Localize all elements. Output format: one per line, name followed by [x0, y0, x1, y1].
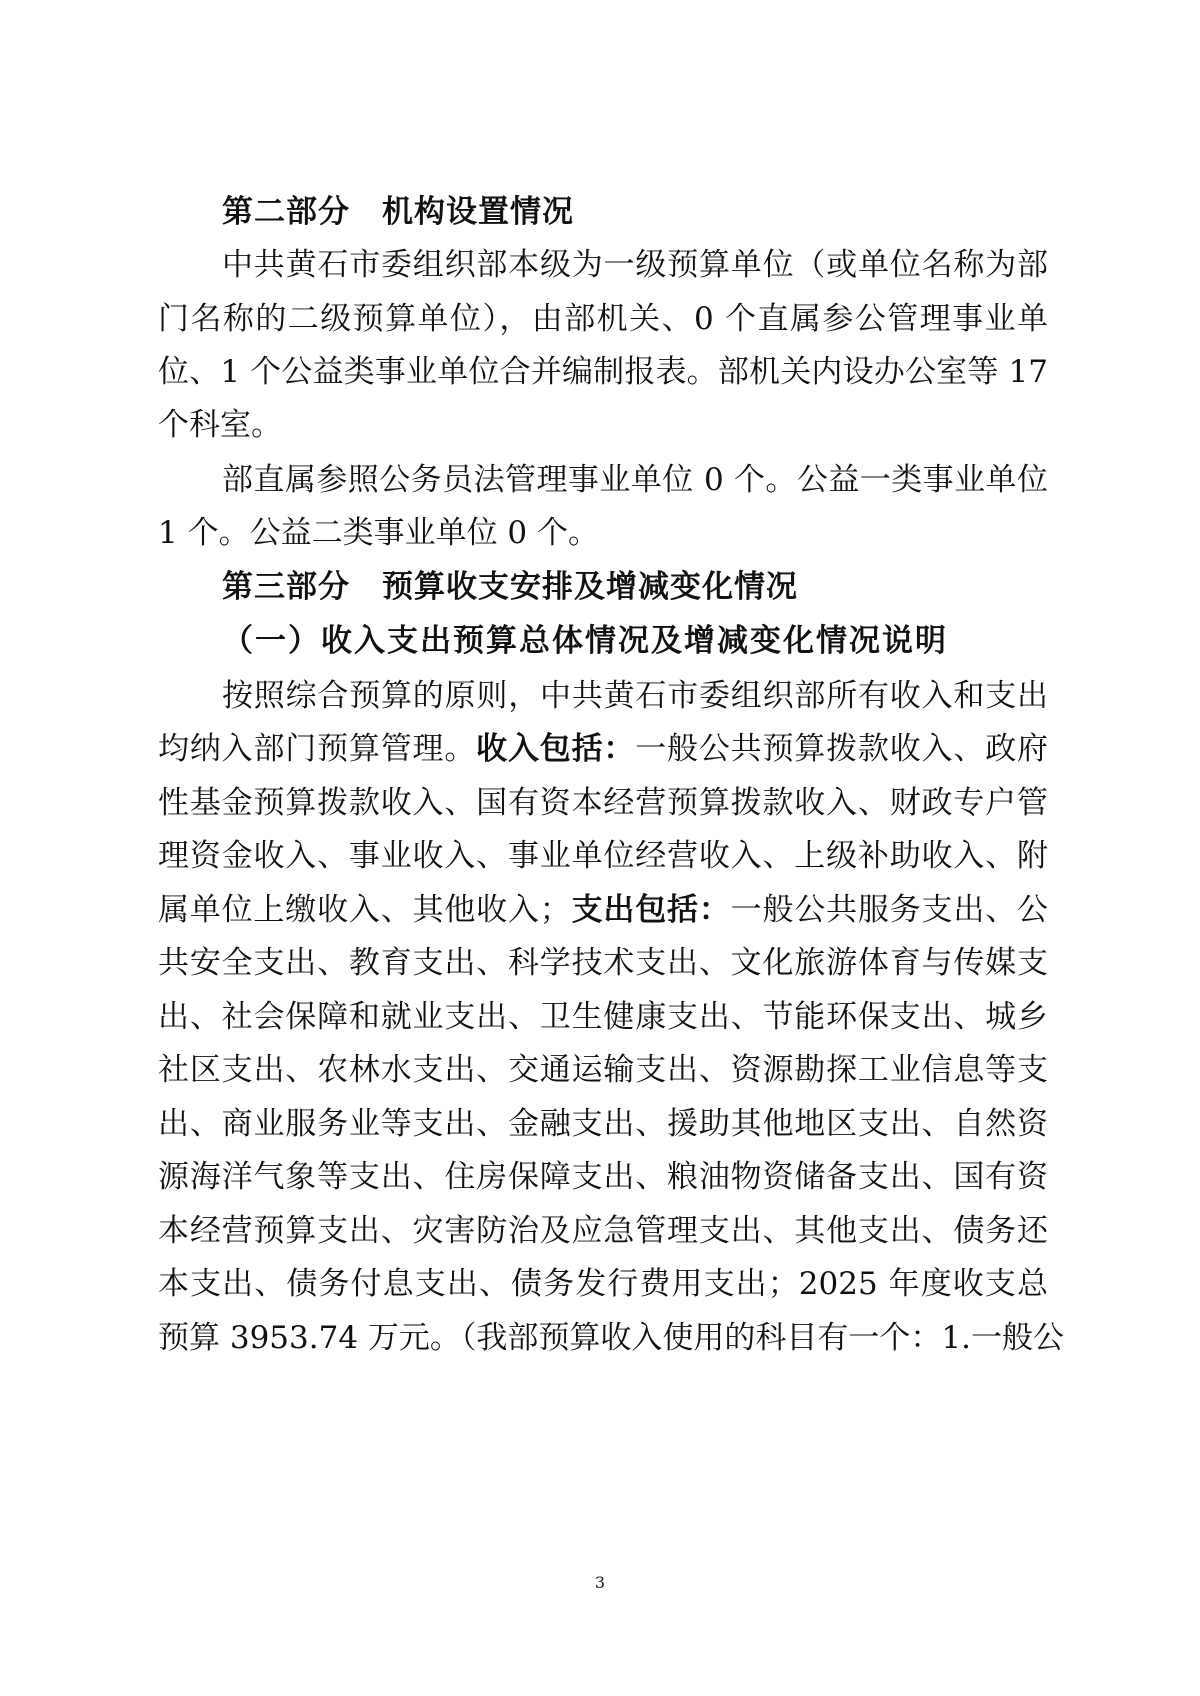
paragraph-line: 性基金预算拨款收入、国有资本经营预算拨款收入、财政专户管 — [158, 785, 1048, 821]
section-heading-part2: 第二部分 机构设置情况 — [222, 194, 574, 230]
subsection-heading: （一）收入支出预算总体情况及增减变化情况说明 — [222, 623, 948, 659]
paragraph-line — [158, 729, 1048, 769]
page-number: 3 — [594, 1573, 606, 1592]
paragraph-line: 出、社会保障和就业支出、卫生健康支出、节能环保支出、城乡 — [158, 999, 1048, 1035]
text-run: 均纳入部门预算管理。 — [158, 731, 477, 767]
paragraph-line: 部直属参照公务员法管理事业单位 0 个。公益一类事业单位 — [222, 462, 1048, 498]
paragraph-line: 按照综合预算的原则，中共黄石市委组织部所有收入和支出 — [222, 678, 1048, 714]
paragraph-line — [158, 890, 1048, 930]
paragraph-line: 理资金收入、事业收入、事业单位经营收入、上级补助收入、附 — [158, 838, 1048, 874]
paragraph-line: 共安全支出、教育支出、科学技术支出、文化旅游体育与传媒支 — [158, 945, 1048, 981]
paragraph-line: 个科室。 — [158, 407, 282, 443]
text-run: 属单位上缴收入、其他收入； — [158, 892, 571, 928]
paragraph-line: 本经营预算支出、灾害防治及应急管理支出、其他支出、债务还 — [158, 1213, 1048, 1249]
paragraph-line: 社区支出、农林水支出、交通运输支出、资源勘探工业信息等支 — [158, 1052, 1048, 1088]
paragraph-line: 1 个。公益二类事业单位 0 个。 — [158, 515, 600, 551]
bold-label-income: 收入包括： — [476, 731, 636, 767]
paragraph-line: 位、1 个公益类事业单位合并编制报表。部机关内设办公室等 17 — [158, 354, 1048, 390]
paragraph-line: 中共黄石市委组织部本级为一级预算单位（或单位名称为部 — [222, 247, 1048, 283]
bold-label-expense: 支出包括： — [570, 892, 731, 928]
section-heading-part3: 第三部分 预算收支安排及增减变化情况 — [222, 569, 798, 605]
paragraph-line: 门名称的二级预算单位），由部机关、0 个直属参公管理事业单 — [158, 301, 1048, 337]
paragraph-line: 源海洋气象等支出、住房保障支出、粮油物资储备支出、国有资 — [158, 1159, 1048, 1195]
paragraph-line: 出、商业服务业等支出、金融支出、援助其他地区支出、自然资 — [158, 1106, 1048, 1142]
paragraph-line: 预算 3953.74 万元。（我部预算收入使用的科目有一个：1.一般公 — [158, 1320, 1064, 1356]
text-run: 一般公共预算拨款收入、政府 — [635, 731, 1049, 767]
text-run: 一般公共服务支出、公 — [730, 892, 1049, 928]
paragraph-line: 本支出、债务付息支出、债务发行费用支出；2025 年度收支总 — [158, 1266, 1048, 1302]
